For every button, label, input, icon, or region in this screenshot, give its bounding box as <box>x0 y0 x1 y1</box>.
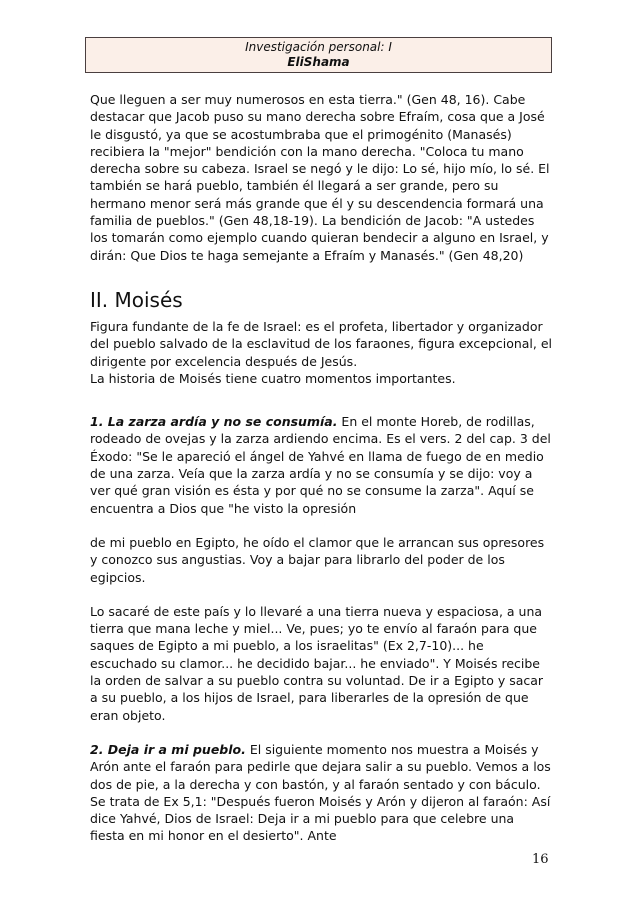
let-my-people-go-heading: 2. Deja ir a mi pueblo. <box>90 741 246 757</box>
section-title: II. Moisés <box>90 287 183 312</box>
paragraph-let-my-people-go <box>90 741 552 845</box>
page-number: 16 <box>532 852 549 867</box>
burning-bush-text: En el monte Horeb, de rodillas, rodeado de ovejas y la zarza ardiendo encima. Es el vers. 2 del cap. 3 del Éxodo: "Se le apareció el ángel de Yahvé en llama de fuego de en medio de una zarza. Veía que la zarza ardía y no se consumía y se dijo: voy a ver qué gran visión es ésta y por qué no se consume la zarza". Aquí se encuentra a Dios que "he visto la opresión <box>90 414 551 516</box>
paragraph-new-land: Lo sacaré de este país y lo llevaré a una tierra nueva y espaciosa, a una tierra que mana leche y miel... Ve, pues; yo te envío al faraón para que saques de Egipto a mi pueblo, a los israelitas" (Ex 2,7-10)... he escuchado su clamor... he decidido bajar... he enviado". Y Moisés recibe la orden de salvar a su pueblo contra su voluntad. De ir a Egipto y sacar a su pueblo, a los hijos de Israel, para liberarles de la opresión de que eran objeto. <box>90 603 544 723</box>
paragraph-burning-bush <box>90 413 552 517</box>
paragraph-moses-intro: Figura fundante de la fe de Israel: es el profeta, libertador y organizador del pueblo salvado de la esclavitud de los faraones, figura excepcional, el dirigente por excelencia después de Jesús. <box>90 318 553 369</box>
paragraph-oppression: de mi pueblo en Egipto, he oído el clamor que le arrancan sus opresores y conozco sus angustias. Voy a bajar para librarlo del poder de los egipcios. <box>90 534 545 585</box>
burning-bush-heading: 1. La zarza ardía y no se consumía. <box>90 414 338 430</box>
header-author: EliShama <box>287 55 350 69</box>
let-my-people-go-text: El siguiente momento nos muestra a Moisés y Arón ante el faraón para pedirle que dejara salir a su pueblo. Vemos a los dos de pie, a la derecha y con bastón, y al faraón sentado y con báculo. Se trata de Ex 5,1: "Después fueron Moisés y Arón y dijeron al faraón: Así dice Yahvé, Dios de Israel: Deja ir a mi pueblo para que celebre una fiesta en mi honor en el desierto". Ante <box>90 741 551 844</box>
page-body <box>90 80 552 845</box>
paragraph-jacob-blessing: Que lleguen a ser muy numerosos en esta tierra." (Gen 48, 16). Cabe destacar que Jacob puso su mano derecha sobre Efraím, cosa que a José le disgustó, ya que se acostumbraba que el primogénito (Manasés) recibiera la "mejor" bendición con la mano derecha. "Coloca tu mano derecha sobre su cabeza. Israel se negó y le dijo: Lo sé, hijo mío, lo sé. El también se hará pueblo, también él llegará a ser grande, pero su hermano menor será más grande que él y su descendencia formará una familia de pueblos." (Gen 48,18-19). La bendición de Jacob: "A ustedes los tomarán como ejemplo cuando quieran bendecir a alguno en Israel, y dirán: Que Dios te haga semejante a Efraím y Manasés." (Gen 48,20) <box>90 92 550 263</box>
running-header <box>85 37 552 73</box>
header-title: Investigación personal: I <box>245 40 392 54</box>
paragraph-moses-moments: La historia de Moisés tiene cuatro momentos importantes. <box>90 370 456 386</box>
